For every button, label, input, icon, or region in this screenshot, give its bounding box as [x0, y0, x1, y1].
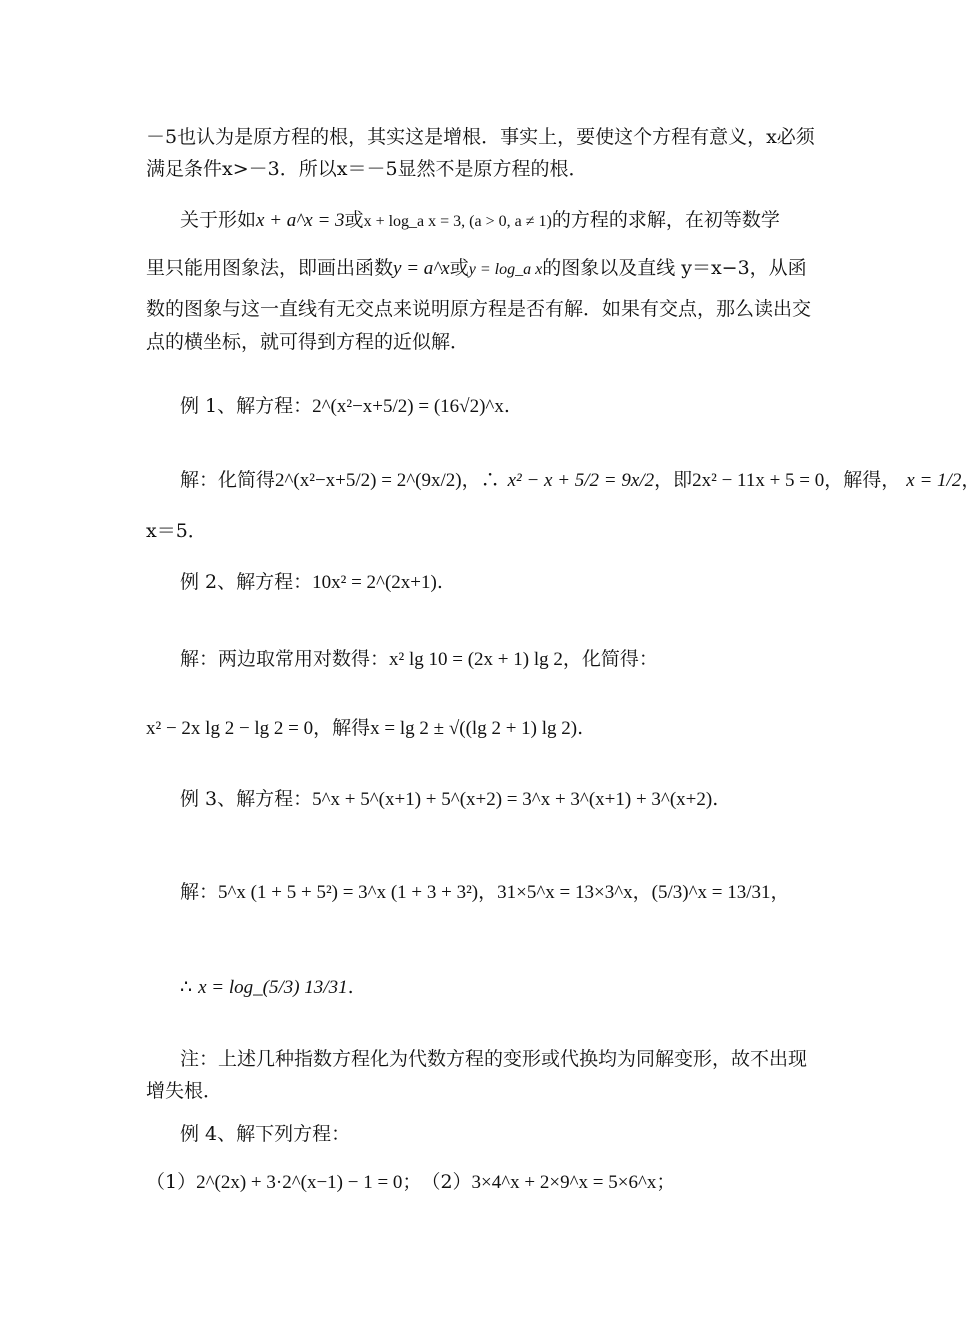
function-log: y = log_a x [468, 261, 543, 278]
example2-heading: 例 2、解方程：10x² = 2^(2x+1). [180, 571, 443, 593]
line2-post: 的图象以及直线 y＝x−3，从函 [542, 257, 807, 279]
paragraph2-line2 [146, 256, 807, 282]
example3-step2: 31×5^x = 13×3^x [497, 882, 633, 903]
or-text: 或 [344, 209, 364, 231]
example1-root2: x＝5． [146, 520, 207, 542]
therefore-symbol: ，∴ [461, 469, 500, 491]
tail-text: 的方程的求解，在初等数学 [551, 209, 780, 231]
example1-step3: 2x² − 11x + 5 = 0 [692, 470, 825, 491]
equation-x-plus-a-pow-x: x + a^x = 3 [256, 210, 345, 231]
example3-heading: 例 3、解方程：5^x + 5^(x+1) + 5^(x+2) = 3^x + 3^(x+1) + 3^(x+2). [180, 788, 719, 810]
example4-items: （1）2^(2x) + 3·2^(x−1) − 1 = 0； （2）3×4^x + 2×9^x = 5×6^x； [146, 1171, 676, 1193]
example4-item1: 2^(2x) + 3·2^(x−1) − 1 = 0 [196, 1172, 403, 1193]
example3-equation: 5^x + 5^(x+1) + 5^(x+2) = 3^x + 3^(x+1) + 3^(x+2) [312, 789, 713, 810]
example1-solution [180, 468, 980, 493]
example3-solution: 解：5^x (1 + 5 + 5²) = 3^x (1 + 3 + 3²)，31×5^x = 13×3^x，(5/3)^x = 13/31， [180, 881, 790, 903]
paragraph2-line4: 点的横坐标，就可得到方程的近似解． [146, 331, 470, 353]
paragraph1-line2: 满足条件x>－3．所以x＝－5显然不是原方程的根． [146, 158, 588, 180]
example4-item2: 3×4^x + 2×9^x = 5×6^x [471, 1172, 657, 1193]
intro-text: 关于形如 [180, 209, 257, 231]
item1-label: （1） [146, 1171, 197, 1193]
paragraph1-line1: －5也认为是原方程的根，其实这是增根．事实上，要使这个方程有意义，x必须 [146, 126, 815, 148]
example2-solution [180, 647, 658, 672]
function-exp: y = a^x [393, 258, 450, 279]
step3-pre: ，即 [654, 469, 693, 491]
example3-label: 例 3、解方程： [180, 788, 313, 810]
step4-pre: ，解得， [824, 469, 901, 491]
item2-label: （2） [430, 1171, 472, 1193]
example2-solution-line2: x² − 2x lg 2 − lg 2 = 0，解得x = lg 2 ± √((lg 2 + 1) lg 2). [146, 717, 584, 739]
example1-step1: 2^(x²−x+5/2) = 2^(9x/2) [275, 470, 462, 491]
paragraph2-line3: 数的图象与这一直线有无交点来说明原方程是否有解．如果有交点，那么读出交 [146, 298, 812, 320]
example2-label: 例 2、解方程： [180, 571, 313, 593]
example2-equation: 10x² = 2^(2x+1) [312, 572, 437, 593]
note-line1: 注：上述几种指数方程化为代数方程的变形或代换均为同解变形，故不出现 [180, 1048, 808, 1070]
therefore-symbol: ∴ [180, 976, 193, 998]
example1-heading: 例 1、解方程：2^(x²−x+5/2) = (16√2)^x. [180, 395, 510, 417]
example3-conclusion: ∴ x = log_(5/3) 13/31. [180, 976, 354, 998]
example2-step1: x² lg 10 = (2x + 1) lg 2 [389, 649, 563, 670]
solution-label: 解： [180, 881, 219, 903]
example3-step4: x = log_(5/3) 13/31 [198, 977, 348, 998]
solution-label: 解：两边取常用对数得： [180, 648, 390, 670]
paragraph2-line1 [180, 208, 780, 234]
example3-step3: (5/3)^x = 13/31 [651, 882, 771, 903]
example2-step3: x = lg 2 ± √((lg 2 + 1) lg 2) [370, 718, 578, 739]
example4-heading: 例 4、解下列方程： [180, 1123, 351, 1145]
step3-pre: ，解得 [313, 717, 371, 739]
example1-step2: x² − x + 5/2 = 9x/2 [507, 470, 655, 491]
example1-label: 例 1、解方程： [180, 395, 313, 417]
example2-step2: x² − 2x lg 2 − lg 2 = 0 [146, 718, 314, 739]
equation-log: x + log_a x = 3, (a > 0, a ≠ 1) [363, 213, 552, 230]
note-line2: 增失根． [146, 1080, 223, 1102]
example1-equation: 2^(x²−x+5/2) = (16√2)^x [312, 396, 504, 417]
line2-pre: 里只能用图象法，即画出函数 [146, 257, 394, 279]
solution-label: 解：化简得 [180, 469, 276, 491]
step1-tail: ，化简得： [562, 648, 658, 670]
or-text-2: 或 [449, 257, 469, 279]
comma: ， [961, 469, 980, 491]
example3-step1: 5^x (1 + 5 + 5²) = 3^x (1 + 3 + 3²) [218, 882, 479, 903]
example1-root1: x = 1/2 [906, 470, 962, 491]
